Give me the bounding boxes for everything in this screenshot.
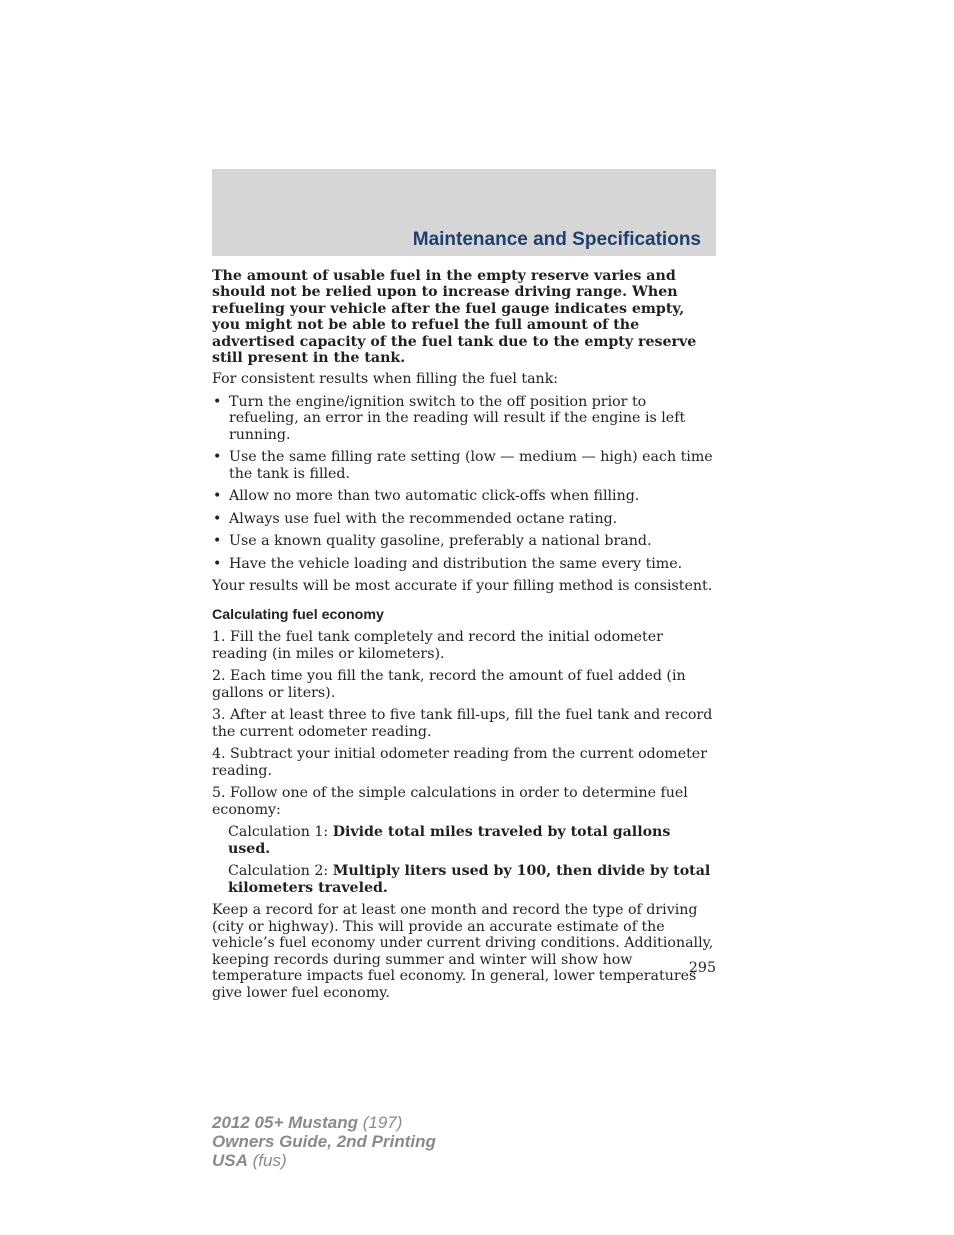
calculation-1-label: Calculation 1: xyxy=(228,824,333,841)
step-1: 1. Fill the fuel tank completely and record the initial odometer reading (in miles or kilometers). xyxy=(212,629,663,662)
calculation-2-text: Multiply liters used by 100, then divide by total kilometers traveled. xyxy=(228,863,711,896)
step-5: 5. Follow one of the simple calculations in order to determine fuel economy: xyxy=(212,785,688,818)
page-content xyxy=(212,268,716,1007)
footer-line-model xyxy=(212,1113,436,1132)
footer-model: 2012 05+ Mustang xyxy=(212,1113,358,1132)
step-2: 2. Each time you fill the tank, record the amount of fuel added (in gallons or liters). xyxy=(212,668,686,701)
bullet-icon: • xyxy=(213,555,222,572)
footer-region-code: (fus) xyxy=(247,1151,287,1170)
footer-line-region xyxy=(212,1151,436,1170)
list-item xyxy=(212,511,716,528)
footer-model-code: (197) xyxy=(358,1113,403,1132)
bullet-icon: • xyxy=(213,510,222,527)
calculation-1 xyxy=(212,824,716,857)
calculation-2-label: Calculation 2: xyxy=(228,863,333,880)
step-4: 4. Subtract your initial odometer reading from the current odometer reading. xyxy=(212,746,707,779)
list-item xyxy=(212,533,716,550)
list-item-text: Have the vehicle loading and distribution the same every time. xyxy=(229,555,683,572)
calculation-1-text: Divide total miles traveled by total gallons used. xyxy=(228,824,671,857)
calculation-2 xyxy=(212,863,716,896)
filling-tips-list xyxy=(212,394,716,573)
footer-guide: Owners Guide, 2nd Printing xyxy=(212,1132,436,1151)
list-item xyxy=(212,556,716,573)
step-3: 3. After at least three to five tank fill-ups, fill the fuel tank and record the current odometer reading. xyxy=(212,707,713,740)
bullet-icon: • xyxy=(213,449,222,466)
list-item-text: Always use fuel with the recommended octane rating. xyxy=(229,510,618,527)
list-item xyxy=(212,394,716,444)
list-item-text: Use the same filling rate setting (low — medium — high) each time the tank is filled. xyxy=(229,449,713,482)
list-item xyxy=(212,488,716,505)
list-item xyxy=(212,449,716,482)
list-item-text: Allow no more than two automatic click-offs when filling. xyxy=(229,488,640,505)
section-header-band xyxy=(212,169,716,256)
section-title: Maintenance and Specifications xyxy=(412,229,701,250)
list-item-text: Turn the engine/ignition switch to the off position prior to refueling, an error in the reading will result if the engine is left running. xyxy=(229,393,686,443)
record-keeping-paragraph: Keep a record for at least one month and record the type of driving (city or highway). This will provide an accurate estimate of the vehicle’s fuel economy under current driving conditions. Additionally, keeping records during summer and winter will show how temperature impacts fuel economy. In general, lower temperatures give lower fuel economy. xyxy=(212,902,714,1001)
bullet-icon: • xyxy=(213,533,222,550)
bullet-icon: • xyxy=(213,393,222,410)
page-number: 295 xyxy=(688,960,716,976)
bullet-icon: • xyxy=(213,488,222,505)
filling-intro: For consistent results when filling the fuel tank: xyxy=(212,371,559,388)
filling-summary: Your results will be most accurate if your filling method is consistent. xyxy=(212,578,713,595)
document-footer xyxy=(212,1113,436,1170)
fuel-reserve-warning: The amount of usable fuel in the empty reserve varies and should not be relied upon to increase driving range. When refueling your vehicle after the fuel gauge indicates empty, you might not be able to refuel the full amount of the advertised capacity of the fuel tank due to the empty reserve still present in the tank. xyxy=(212,268,697,367)
list-item-text: Use a known quality gasoline, preferably a national brand. xyxy=(229,533,652,550)
calculating-fuel-economy-heading: Calculating fuel economy xyxy=(212,606,384,623)
footer-region: USA xyxy=(212,1151,248,1170)
footer-line-guide xyxy=(212,1132,436,1151)
